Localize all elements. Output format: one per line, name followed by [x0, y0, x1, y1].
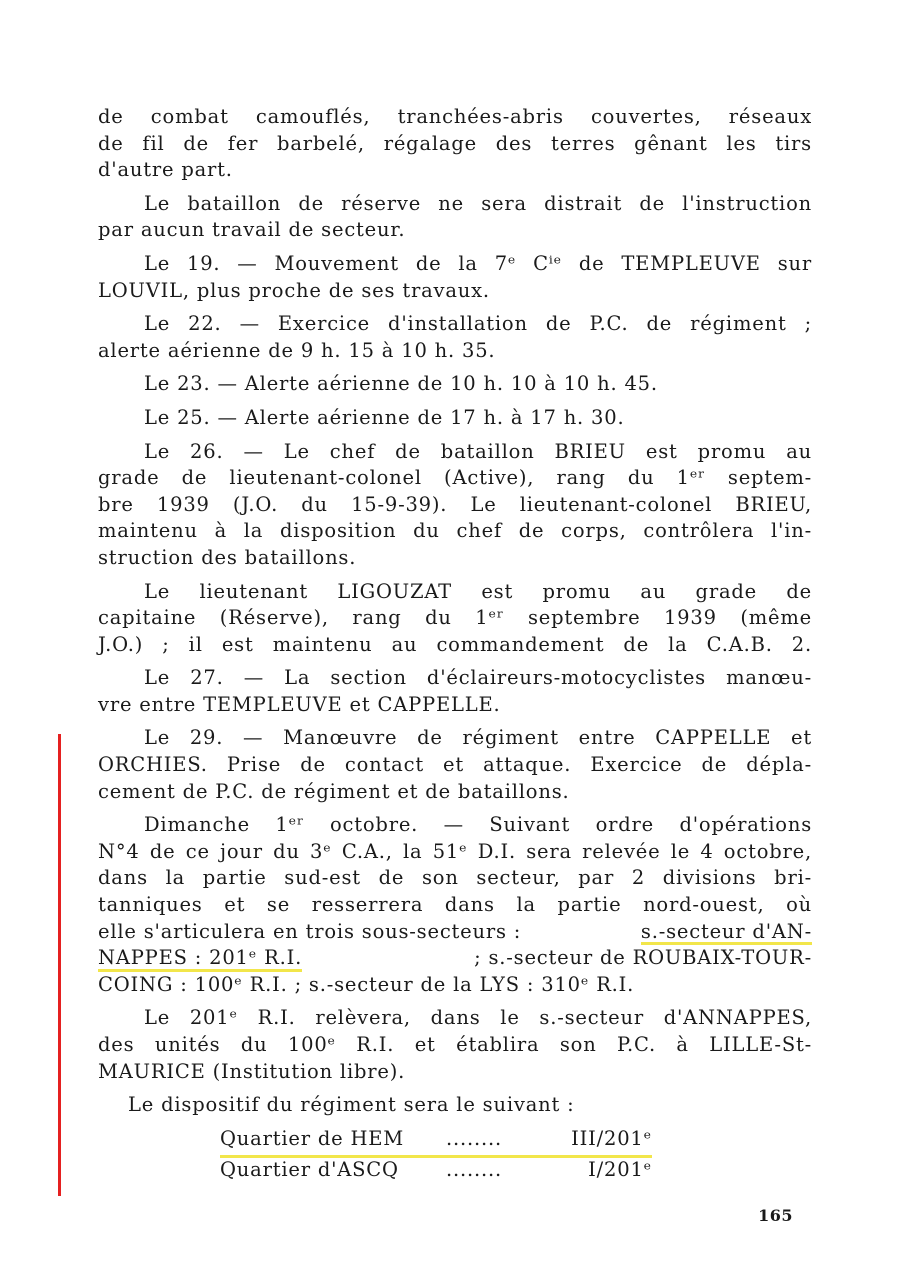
text-line: par aucun travail de secteur.	[98, 218, 406, 242]
text-line: maintenu à la disposition du chef de corps, contrôlera l'in-	[98, 519, 812, 543]
text-fragment: ; s.-secteur de ROUBAIX-TOUR-	[474, 946, 812, 970]
text-line: cement de P.C. de régiment et de bataillons.	[98, 779, 570, 803]
text-line: struction des bataillons.	[98, 545, 357, 569]
text-line: Le 26. — Le chef de bataillon BRIEU est promu au	[144, 439, 812, 463]
text-line: Le 27. — La section d'éclaireurs-motocyclistes manœu-	[144, 666, 812, 690]
text-line: de fil de fer barbelé, régalage des terres gênant les tirs	[98, 131, 812, 155]
text-line: Dimanche 1ᵉʳ octobre. — Suivant ordre d'opérations	[144, 813, 812, 837]
document-text	[98, 104, 812, 1188]
text-line: bre 1939 (J.O. du 15-9-39). Le lieutenant-colonel BRIEU,	[98, 492, 812, 516]
text-line	[98, 919, 812, 946]
text-line: grade de lieutenant-colonel (Active), rang du 1ᵉʳ septem-	[98, 466, 812, 490]
text-line: MAURICE (Institution libre).	[98, 1059, 406, 1083]
text-fragment: elle s'articulera en trois sous-secteurs :	[98, 919, 522, 943]
dispositif-label: Quartier de HEM	[220, 1126, 405, 1150]
dispositif-row-hem	[98, 1126, 812, 1157]
text-line: Le 201ᵉ R.I. relèvera, dans le s.-secteur d'ANNAPPES,	[144, 1006, 812, 1030]
text-line: Le 29. — Manœuvre de régiment entre CAPPELLE et	[144, 726, 812, 750]
highlighted-text: s.-secteur d'AN-	[641, 919, 812, 946]
highlighted-text: NAPPES : 201ᵉ R.I.	[98, 945, 302, 972]
text-line: COING : 100ᵉ R.I. ; s.-secteur de la LYS : 310ᵉ R.I.	[98, 972, 635, 996]
text-line: Le lieutenant LIGOUZAT est promu au grade de	[144, 579, 812, 603]
text-line: d'autre part.	[98, 158, 233, 182]
margin-bar	[58, 734, 61, 1196]
dispositif-value: I/201ᵉ	[588, 1157, 652, 1181]
text-line: des unités du 100ᵉ R.I. et établira son P.C. à LILLE-St-	[98, 1033, 812, 1056]
text-line	[98, 945, 812, 972]
page-number: 165	[758, 1206, 793, 1225]
dispositif-label: Quartier d'ASCQ	[220, 1157, 399, 1181]
text-line: Le dispositif du régiment sera le suivant :	[128, 1093, 575, 1117]
text-line: Le 22. — Exercice d'installation de P.C. de régiment ;	[144, 312, 812, 336]
text-line: de combat camouflés, tranchées-abris couvertes, réseaux	[98, 105, 812, 128]
text-line: vre entre TEMPLEUVE et CAPPELLE.	[98, 692, 501, 716]
dispositif-dots: ........	[446, 1157, 502, 1181]
text-line: dans la partie sud-est de son secteur, par 2 divisions bri-	[98, 866, 812, 890]
text-line: tanniques et se resserrera dans la partie nord-ouest, où	[98, 893, 812, 917]
dispositif-value: III/201ᵉ	[571, 1126, 652, 1150]
text-line: capitaine (Réserve), rang du 1ᵉʳ septembre 1939 (même	[98, 606, 812, 630]
text-line: Le 23. — Alerte aérienne de 10 h. 10 à 10 h. 45.	[144, 372, 658, 396]
text-line: ORCHIES. Prise de contact et attaque. Exercice de dépla-	[98, 753, 812, 777]
text-line: N°4 de ce jour du 3ᵉ C.A., la 51ᵉ D.I. sera relevée le 4 octobre,	[98, 839, 812, 863]
text-line: Le 19. — Mouvement de la 7ᵉ Cⁱᵉ de TEMPLEUVE sur	[144, 251, 812, 275]
text-line: LOUVIL, plus proche de ses travaux.	[98, 278, 490, 302]
text-line: Le 25. — Alerte aérienne de 17 h. à 17 h. 30.	[144, 405, 625, 429]
dispositif-dots: ........	[446, 1126, 502, 1150]
dispositif-row-ascq	[98, 1157, 812, 1188]
text-line: J.O.) ; il est maintenu au commandement de la C.A.B. 2.	[98, 632, 812, 656]
text-line: alerte aérienne de 9 h. 15 à 10 h. 35.	[98, 338, 496, 362]
text-line: Le bataillon de réserve ne sera distrait de l'instruction	[144, 191, 812, 215]
